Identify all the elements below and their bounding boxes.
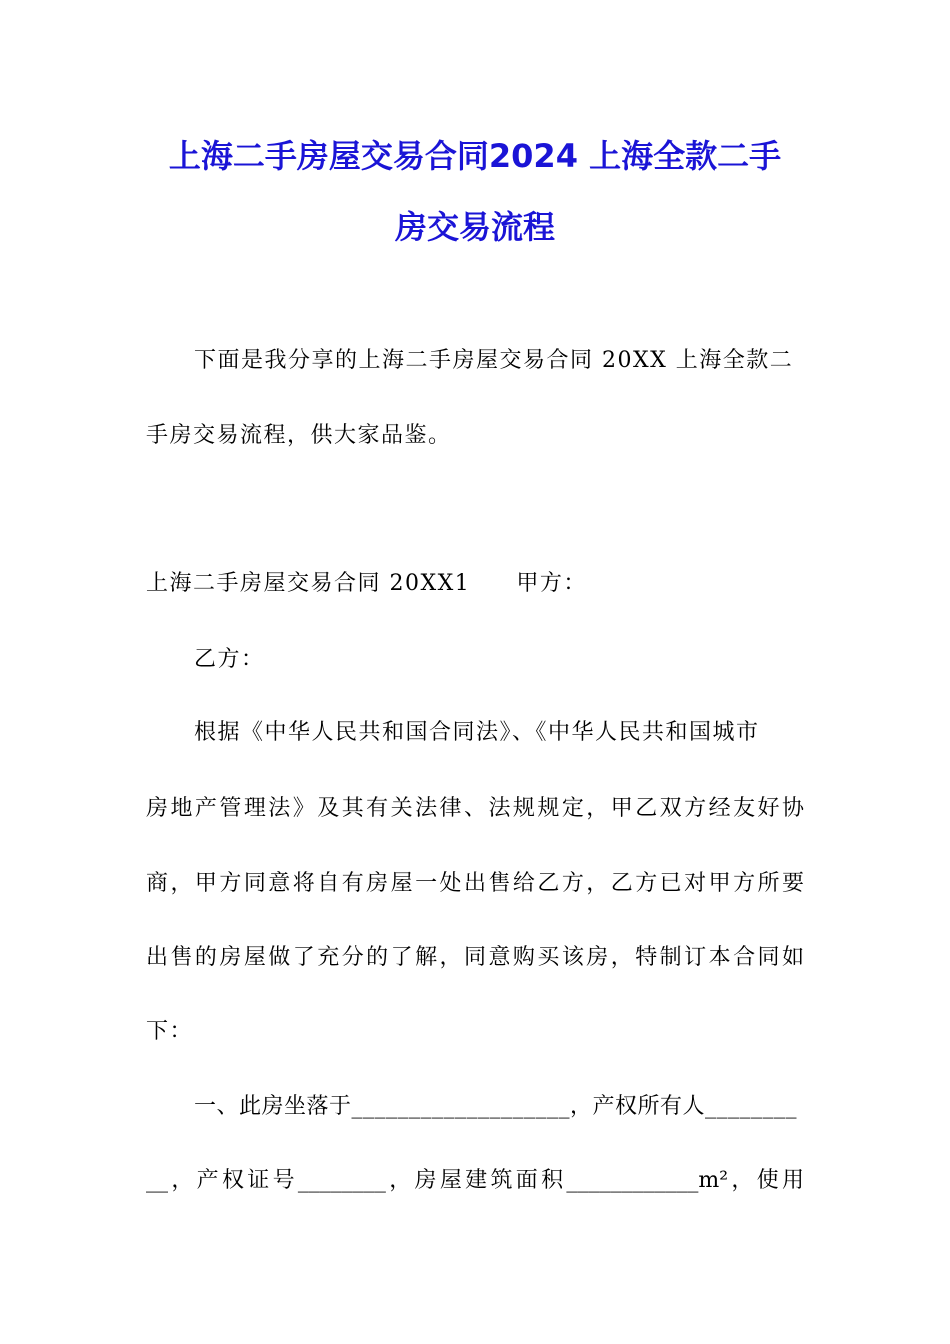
preamble-line-2: 房地产管理法》及其有关法律、法规规定，甲乙双方经友好协 [146,796,804,821]
preamble-line-3: 商，甲方同意将自有房屋一处出售给乙方，乙方已对甲方所要 [146,871,804,896]
intro-line-2: 手房交易流程，供大家品鉴。 [146,423,452,448]
party-b-label: 乙方： [194,647,265,672]
contract-heading-row [146,569,587,599]
document-title-line-1: 上海二手房屋交易合同2024 上海全款二手 [168,137,782,175]
intro-line-1: 下面是我分享的上海二手房屋交易合同 20XX 上海全款二 [194,348,794,373]
clause-1-line-1: 一、此房坐落于___________________，产权所有人________ [194,1094,798,1119]
party-a-label: 甲方： [516,571,587,596]
preamble-line-4: 出售的房屋做了充分的了解，同意购买该房，特制订本合同如 [146,945,804,970]
clause-1-line-2: __，产权证号________，房屋建筑面积____________m²，使用 [146,1168,804,1193]
preamble-line-5: 下： [146,1019,194,1044]
preamble-line-1: 根据《中华人民共和国合同法》、《中华人民共和国城市 [194,720,760,745]
document-title-line-2: 房交易流程 [394,208,555,246]
contract-heading: 上海二手房屋交易合同 20XX1 [146,571,471,596]
